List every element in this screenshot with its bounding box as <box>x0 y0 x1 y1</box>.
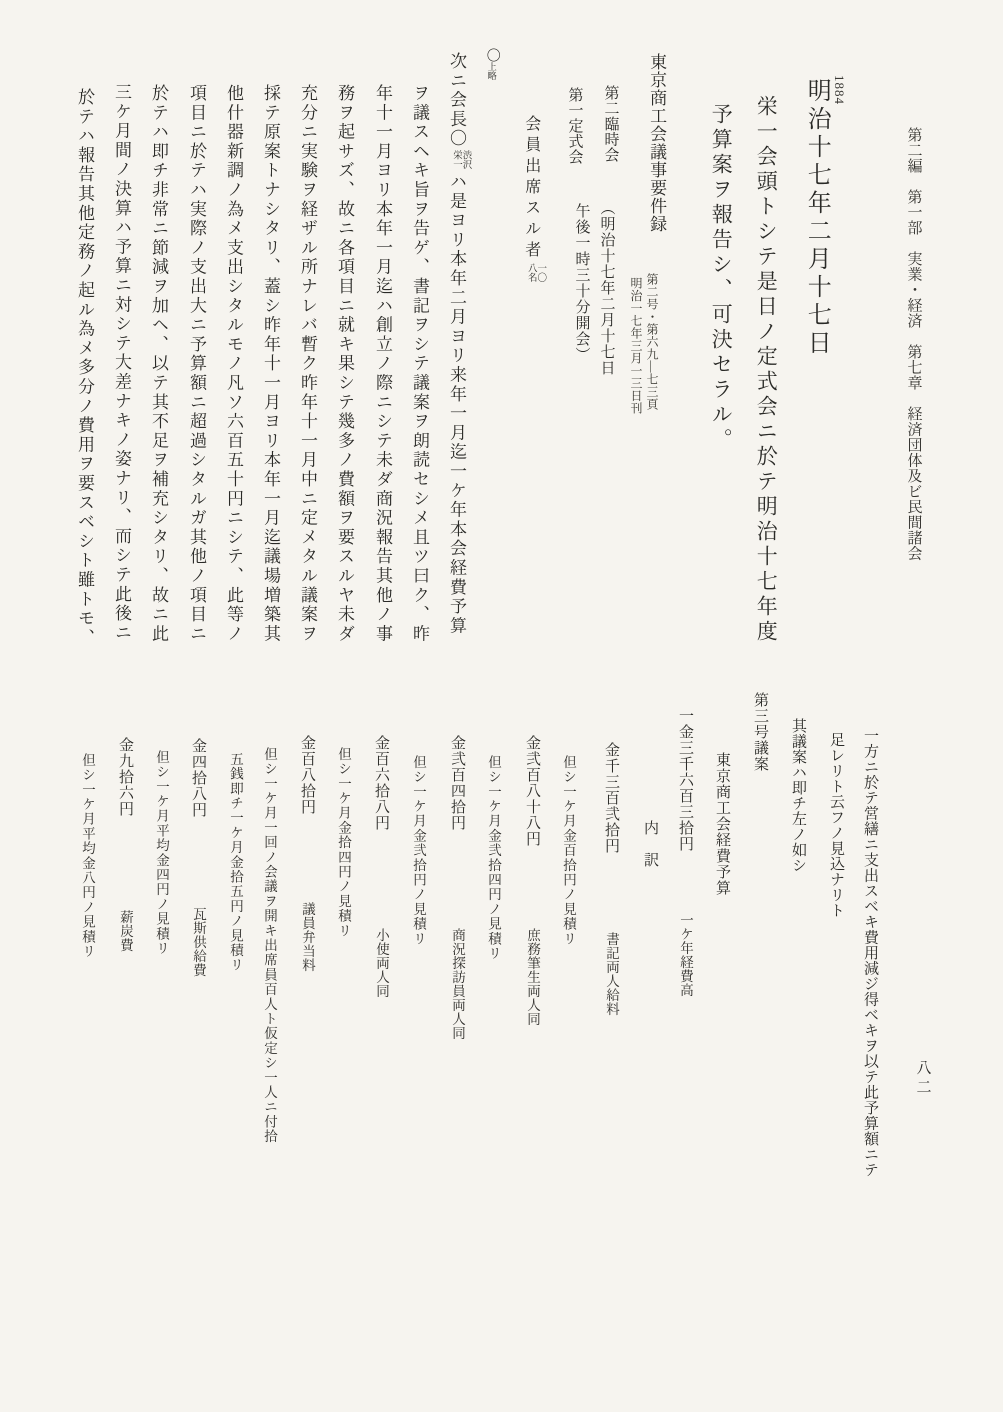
marginal-year: 1884 <box>831 75 847 105</box>
item-2-label: 庶務筆生両人同 <box>525 928 540 1026</box>
session-name: 第一定式会 <box>566 87 583 165</box>
attendance-count-warichu: 一〇八名 <box>525 263 546 282</box>
body-column-6: 採テ原案トナシタリ、蓋シ昨年十一月ヨリ本年一月迄議場増築其 <box>261 84 280 644</box>
budget-intro: 其議案ハ即チ左ノ如シ <box>790 718 806 873</box>
budget-paragraph-1: 一方ニ於テ営繕ニ支出スベキ費用減ジ得ベキヲ以テ此予算額ニテ <box>862 728 878 1178</box>
item-2-amount: 金弐百八十八円 <box>524 735 540 847</box>
session-label: 第二臨時会 <box>602 85 619 163</box>
entry-summary-line-2: 予算案ヲ報告シ、可決セラル。 <box>709 103 734 453</box>
entry-summary-line-1: 栄一会頭トシテ是日ノ定式会ニ於テ明治十七年度 <box>754 95 779 645</box>
item-3-label: 商況探訪員両人同 <box>450 928 465 1040</box>
entry-date-heading: 明治十七年二月十七日 <box>803 78 830 358</box>
item-3-amount: 金弐百四拾円 <box>449 735 465 831</box>
item-5-amount: 金百八拾円 <box>299 735 315 815</box>
item-1-amount: 金千三百弐拾円 <box>603 742 619 854</box>
body-column-9: 於テハ即チ非常ニ節減ヲ加ヘ、以テ其不足ヲ補充シタリ、故ニ此 <box>149 84 168 644</box>
body-column-7: 他什器新調ノ為メ支出シタルモノ凡ソ六百五十円ニシテ、此等ノ <box>224 84 243 644</box>
omission-note: 上略 <box>486 62 497 80</box>
body-column-1 <box>445 52 470 636</box>
proposal-title: 東京商工会経費予算 <box>714 752 730 896</box>
attendance-line <box>520 115 544 286</box>
omission-marker <box>481 48 502 80</box>
body-column-4: 務ヲ起サズ、故ニ各項目ニ就キ果シテ幾多ノ費額ヲ要スルヤ未ダ <box>335 84 354 644</box>
omission-circle-icon: 〇 <box>484 48 500 62</box>
item-4-label: 小使両人同 <box>374 928 389 998</box>
item-1-note: 但シ一ケ月金百拾円ノ見積リ <box>561 755 576 947</box>
person-name-warichu: 渋沢栄一 <box>451 149 471 169</box>
source-title: 東京商工会議事要件録 <box>647 53 667 233</box>
total-amount: 一金三千六百三拾円 <box>677 708 693 852</box>
body-column-5: 充分ニ実験ヲ経ザル所ナレバ暫ク昨年十一月中ニ定メタル議案ヲ <box>298 84 317 644</box>
item-6-note: 但シ一ケ月平均金四円ノ見積リ <box>154 750 169 956</box>
source-citation-line-2: 明治一七年三月一三日刊 <box>629 277 643 415</box>
item-1-label: 書記両人給料 <box>604 932 619 1016</box>
body-column-10: 三ケ月間ノ決算ハ予算ニ対シテ大差ナキノ姿ナリ、而シテ此後ニ <box>112 83 131 643</box>
body-column-3: 年十一月ヨリ本年一月迄ハ創立ノ際ニシテ未ダ商況報告其他ノ事 <box>373 84 392 644</box>
body-column-11: 於テハ報告其他定務ノ起ル為メ多分ノ費用ヲ要スベシト雖トモ、 <box>75 88 94 648</box>
total-label: 一ケ年経費高 <box>678 913 693 997</box>
breakdown-heading: 内 訳 <box>642 820 658 868</box>
item-5-label: 議員弁当料 <box>300 902 315 972</box>
item-6-amount: 金四拾八円 <box>190 738 206 818</box>
item-4-amount: 金百六拾八円 <box>373 735 389 831</box>
body-column-2: ヲ議スヘキ旨ヲ告ゲ、書記ヲシテ議案ヲ朗読セシメ且ツ曰ク、昨 <box>410 84 429 644</box>
session-paren-line-2: 午後一時三十分開会） <box>573 203 590 363</box>
body-column-1-post: ハ是ヨリ本年二月ヨリ来年一月迄一ケ年本会経費予算 <box>447 172 466 636</box>
item-7-amount: 金九拾六円 <box>117 737 133 817</box>
item-2-note: 但シ一ケ月金弐拾四円ノ見積リ <box>486 755 501 961</box>
source-citation-line-1: 第二号・第六九—七三頁 <box>645 273 659 411</box>
item-7-label: 薪炭費 <box>118 910 133 952</box>
running-head: 第二編 第一部 実業・経済 第七章 経済団体及ビ民間諸会 <box>905 127 922 561</box>
budget-paragraph-2: 足レリト云フノ見込ナリト <box>828 732 844 918</box>
item-5-note-line-2: 五銭即チ一ケ月金拾五円ノ見積リ <box>228 752 243 973</box>
item-5-note-line-1: 但シ一ケ月一回ノ会議ヲ開キ出席員百人ト仮定シ一人ニ付拾 <box>262 747 277 1144</box>
item-7-note: 但シ一ケ月平均金八円ノ見積リ <box>80 753 95 959</box>
item-3-note: 但シ一ケ月金弐拾円ノ見積リ <box>411 755 426 947</box>
body-column-8: 項目ニ於テハ実際ノ支出大ニ予算額ニ超過シタルガ其他ノ項目ニ <box>187 84 206 644</box>
proposal-number: 第三号議案 <box>752 692 768 772</box>
body-column-1-pre: 次ニ会長〇 <box>447 52 466 149</box>
session-paren-line-1: （明治十七年二月十七日 <box>598 200 615 376</box>
page-number: 八二 <box>914 1060 931 1098</box>
attendance-label: 会員出席スル者 <box>522 115 540 262</box>
item-4-note: 但シ一ケ月金拾四円ノ見積リ <box>336 747 351 939</box>
item-6-label: 瓦斯供給費 <box>191 907 206 977</box>
